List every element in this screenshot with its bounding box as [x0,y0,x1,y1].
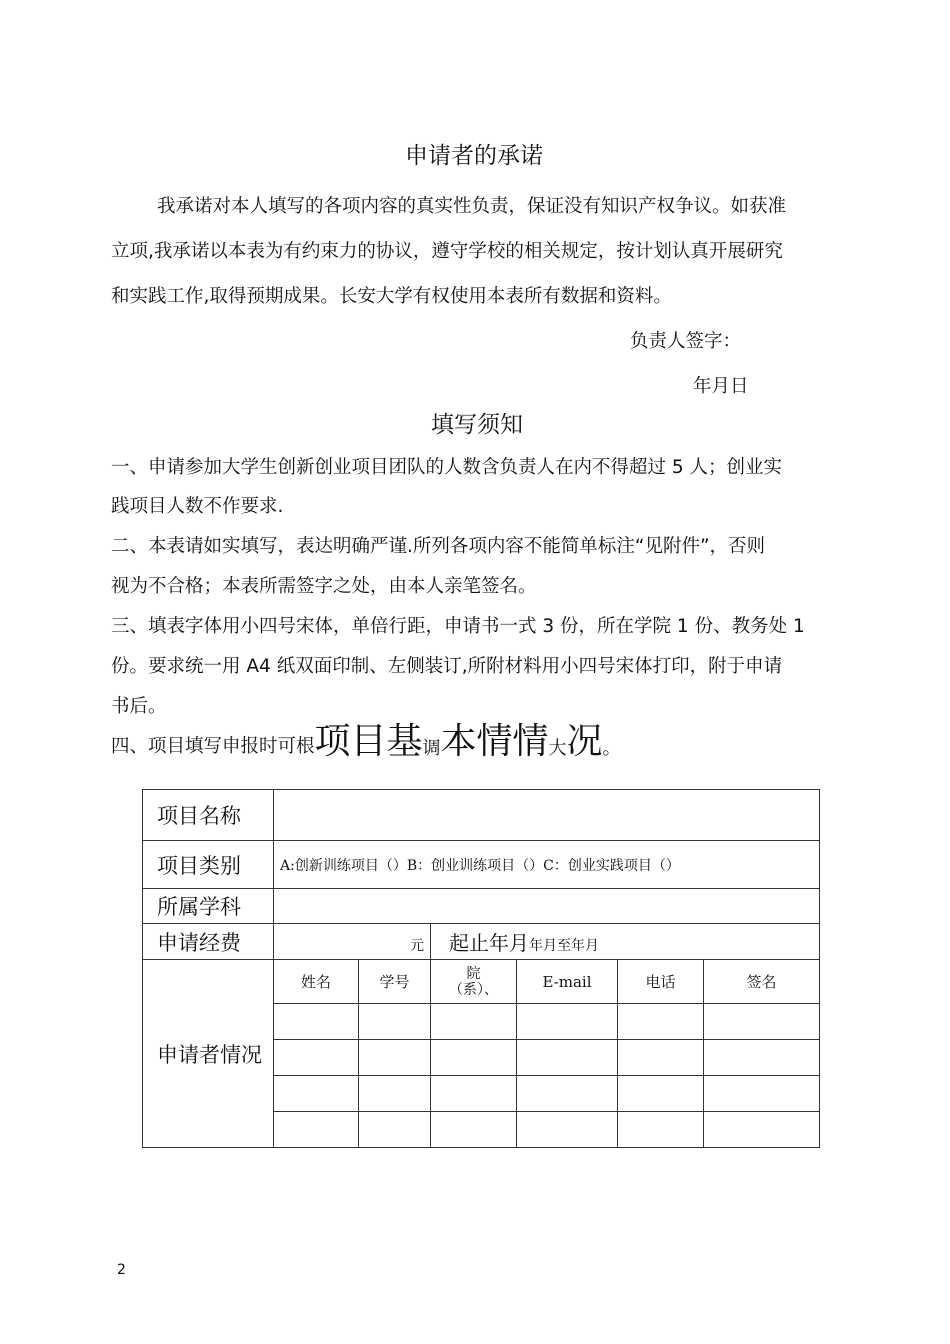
notice-big-text-1: 项目基 [314,721,423,762]
pledge-line-1: 我承诺对本人填写的各项内容的真实性负责，保证没有知识产权争议。如获准 [157,196,787,217]
funding-label: 申请经费 [143,924,274,960]
project-name-label: 项目名称 [143,790,274,841]
applicant-phone-cell[interactable] [618,1076,704,1112]
notice-line-8-prefix: 四、项目填写申报时可根 [111,736,315,757]
page-number: 2 [117,1262,126,1278]
applicant-name-cell[interactable] [274,1112,359,1148]
discipline-row [143,889,820,924]
notice-line-1: 一、申请参加大学生创新创业项目团队的人数含负责人在内不得超过 5 人；创业实 [111,457,783,478]
notice-title: 填写须知 [431,412,523,438]
notice-line-2: 践项目人数不作要求. [111,496,284,517]
notice-big-text-3: 况 [566,721,603,762]
funding-unit: 元 [410,938,424,954]
applicant-signature-cell[interactable] [704,1040,820,1076]
notice-small-text-1: 调 [422,738,441,759]
applicants-header-row [143,960,820,1004]
period-label: 起止年月 [449,931,529,955]
notice-line-4: 视为不合格；本表所需签字之处，由本人亲笔签名。 [111,576,537,597]
pledge-line-2: 立项,我承诺以本表为有约束力的协议，遵守学校的相关规定，按计划认真开展研究 [111,241,783,262]
applicant-id-cell[interactable] [359,1112,431,1148]
notice-small-text-2: 大 [548,738,567,759]
period-value: 年月至年月 [529,938,599,954]
application-form-table [142,789,820,1148]
applicants-label: 申请者情况 [143,960,274,1148]
applicant-signature-cell[interactable] [704,1004,820,1040]
applicant-id-cell[interactable] [359,1004,431,1040]
col-name-header: 姓名 [274,960,359,1004]
applicant-email-cell[interactable] [517,1112,618,1148]
applicant-email-cell[interactable] [517,1004,618,1040]
applicant-college-cell[interactable] [431,1040,517,1076]
discipline-input[interactable] [274,889,820,924]
col-phone-header: 电话 [618,960,704,1004]
notice-line-7: 书后。 [111,696,167,717]
col-email-header: E-mail [517,960,618,1004]
signature-label: 负责人签字： [630,331,742,352]
col-student-id-header: 学号 [359,960,431,1004]
project-name-input[interactable] [274,790,820,841]
applicant-phone-cell[interactable] [618,1004,704,1040]
period-cell[interactable] [431,924,820,960]
col-college-header [431,960,517,1004]
col-signature-header: 签名 [704,960,820,1004]
applicant-college-cell[interactable] [431,1076,517,1112]
notice-line-5: 三、填表字体用小四号宋体，单倍行距，申请书一式 3 份，所在学院 1 份、教务处 1 [111,616,805,637]
project-name-row [143,790,820,841]
notice-big-text-2: 本情情 [440,721,549,762]
applicant-name-cell[interactable] [274,1004,359,1040]
funding-row [143,924,820,960]
applicant-signature-cell[interactable] [704,1076,820,1112]
funding-amount-input[interactable] [274,924,431,960]
applicant-name-cell[interactable] [274,1076,359,1112]
applicant-email-cell[interactable] [517,1076,618,1112]
discipline-label: 所属学科 [143,889,274,924]
pledge-title: 申请者的承诺 [405,143,543,169]
applicant-college-cell[interactable] [431,1004,517,1040]
project-type-options[interactable]: A:创新训练项目（）B：创业训练项目（）C：创业实践项目（） [274,841,820,889]
notice-line-8 [111,712,621,764]
applicant-phone-cell[interactable] [618,1112,704,1148]
col-college-header-line2: （系）、 [449,981,498,998]
notice-line-6: 份。要求统一用 A4 纸双面印制、左侧装订,所附材料用小四号宋体打印，附于申请 [111,656,783,677]
col-college-header-line1: 院 [466,965,481,982]
applicant-college-cell[interactable] [431,1112,517,1148]
applicant-id-cell[interactable] [359,1040,431,1076]
applicant-name-cell[interactable] [274,1040,359,1076]
date-label: 年月日 [693,376,749,397]
pledge-line-3: 和实践工作,取得预期成果。长安大学有权使用本表所有数据和资料。 [111,286,672,307]
notice-line-3: 二、本表请如实填写，表达明确严谨.所列各项内容不能简单标注“见附件”，否则 [111,536,766,557]
notice-period: 。 [602,738,621,759]
applicant-phone-cell[interactable] [618,1040,704,1076]
project-type-label: 项目类别 [143,841,274,889]
project-type-row [143,841,820,889]
applicant-email-cell[interactable] [517,1040,618,1076]
applicant-id-cell[interactable] [359,1076,431,1112]
applicant-signature-cell[interactable] [704,1112,820,1148]
